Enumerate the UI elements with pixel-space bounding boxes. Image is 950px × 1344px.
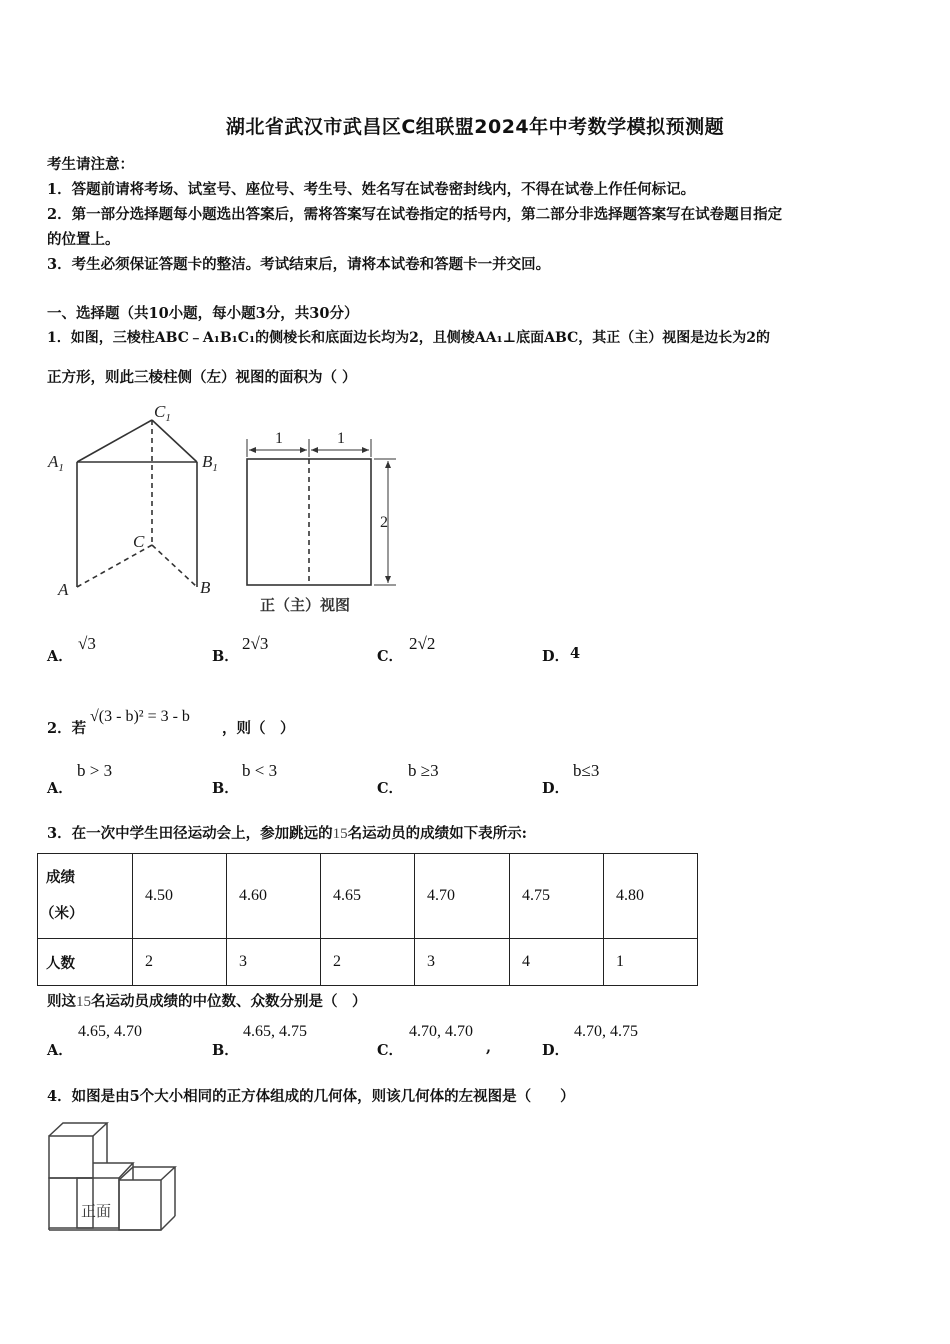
q2-suffix: ，则（ ） [222,720,295,737]
notice-item-1: 1．答题前请将考场、试室号、座位号、考生号、姓名写在试卷密封线内，不得在试卷上作任何标记。 [47,181,696,198]
q3-option-c-letter[interactable]: C． [377,1042,404,1059]
q1-option-a-value: √3 [78,634,96,653]
q1-option-c-letter[interactable]: C． [377,648,404,665]
label-a1: $A_1$ [48,452,64,474]
front-view-figure [238,425,408,620]
q1-option-c-value: 2√2 [409,634,436,653]
section-heading: 一、选择题（共10小题，每小题3分，共30分） [47,305,359,322]
q1-stem-line2: 正方形，则此三棱柱侧（左）视图的面积为（ ） [47,369,357,386]
table-row [38,854,698,939]
q3-option-b-letter[interactable]: B． [212,1042,239,1059]
header-score-line1: 成绩 [46,870,75,886]
table-cell: 2 [321,939,415,986]
q1-option-d-value: 4 [570,645,581,662]
q1-option-d-letter[interactable]: D． [542,648,570,665]
q3-question-prefix: 则这 [47,993,76,1010]
table-cell: 4.80 [604,854,698,939]
label-b: B [200,578,211,597]
dim-left: 1 [275,430,283,447]
table-cell: 4.65 [321,854,415,939]
q3-option-c-comma: , [486,1039,492,1056]
table-row [38,939,698,986]
q3-question [47,990,367,1011]
notice-item-2: 2．第一部分选择题每小题选出答案后，需将答案写在试卷指定的括号内，第二部分非选择题答案写在试卷题目指定 [47,206,783,223]
prism-figure [40,395,230,610]
q3-option-a-value: 4.65, 4.70 [78,1023,142,1040]
q3-stem-suffix: 名运动员的成绩如下表所示: [347,825,527,842]
q3-option-d-letter[interactable]: D． [542,1042,570,1059]
header-score-line2: （米） [40,906,84,922]
q3-question-suffix: 名运动员成绩的中位数、众数分别是（ ） [91,993,367,1010]
q1-option-a-letter[interactable]: A． [47,648,73,665]
cubes-figure [44,1118,179,1236]
label-b1: $B_1$ [202,452,218,474]
q3-option-c-value: 4.70, 4.70 [409,1023,473,1040]
table-cell: 4.75 [510,854,604,939]
notice-heading: 考生请注意： [47,156,134,173]
q3-question-count: 15 [76,994,91,1010]
q3-stem [47,822,527,843]
q3-option-d-value: 4.70, 4.75 [574,1023,638,1040]
q3-stem-prefix: 3．在一次中学生田径运动会上，参加跳远的 [47,825,333,842]
q2-option-b-value: b < 3 [242,761,278,780]
q1-option-b-value: 2√3 [242,634,269,653]
table-cell: 4.60 [227,854,321,939]
q2-prefix: 2．若 [47,720,87,737]
table-cell: 3 [227,939,321,986]
label-c1: $C_1$ [154,402,171,424]
q3-option-b-value: 4.65, 4.75 [243,1023,307,1040]
q2-option-b-letter[interactable]: B． [212,780,239,797]
q4-stem: 4．如图是由5个大小相同的正方体组成的几何体，则该几何体的左视图是（ ） [47,1088,575,1105]
dim-height: 2 [380,514,388,531]
q2-option-d-value: b≤3 [573,761,600,780]
q1-option-b-letter[interactable]: B． [212,648,239,665]
q2-option-c-letter[interactable]: C． [377,780,404,797]
table-cell: 4 [510,939,604,986]
notice-item-3: 3．考生必须保证答题卡的整洁。考试结束后，请将本试卷和答题卡一并交回。 [47,256,551,273]
q1-stem-line1: 1．如图，三棱柱ABC﹣A₁B₁C₁的侧棱长和底面边长均为2，且侧棱AA₁⊥底面ABC，其正（主）视图是边长为2的 [47,330,770,346]
score-table [37,853,698,986]
table-cell: 4.70 [415,854,510,939]
label-a: A [58,580,69,599]
q2-expression: √(3 - b)² = 3 - b [90,708,190,725]
dim-right: 1 [337,430,345,447]
q2-option-a-letter[interactable]: A． [47,780,73,797]
table-header-count: 人数 [38,939,133,986]
front-face-label: 正面 [81,1202,112,1220]
q2-option-d-letter[interactable]: D． [542,780,570,797]
table-cell: 4.50 [133,854,227,939]
label-c: C [133,532,145,551]
notice-item-2-cont: 的位置上。 [47,231,120,248]
q2-option-a-value: b > 3 [77,761,113,780]
table-cell: 2 [133,939,227,986]
page-title: 湖北省武汉市武昌区C组联盟2024年中考数学模拟预测题 [225,116,725,138]
front-view-caption: 正（主）视图 [260,596,351,614]
table-cell: 1 [604,939,698,986]
q3-count: 15 [332,826,348,842]
q3-option-a-letter[interactable]: A． [47,1042,73,1059]
table-header-score [38,854,133,939]
table-cell: 3 [415,939,510,986]
q2-option-c-value: b ≥3 [408,761,439,780]
